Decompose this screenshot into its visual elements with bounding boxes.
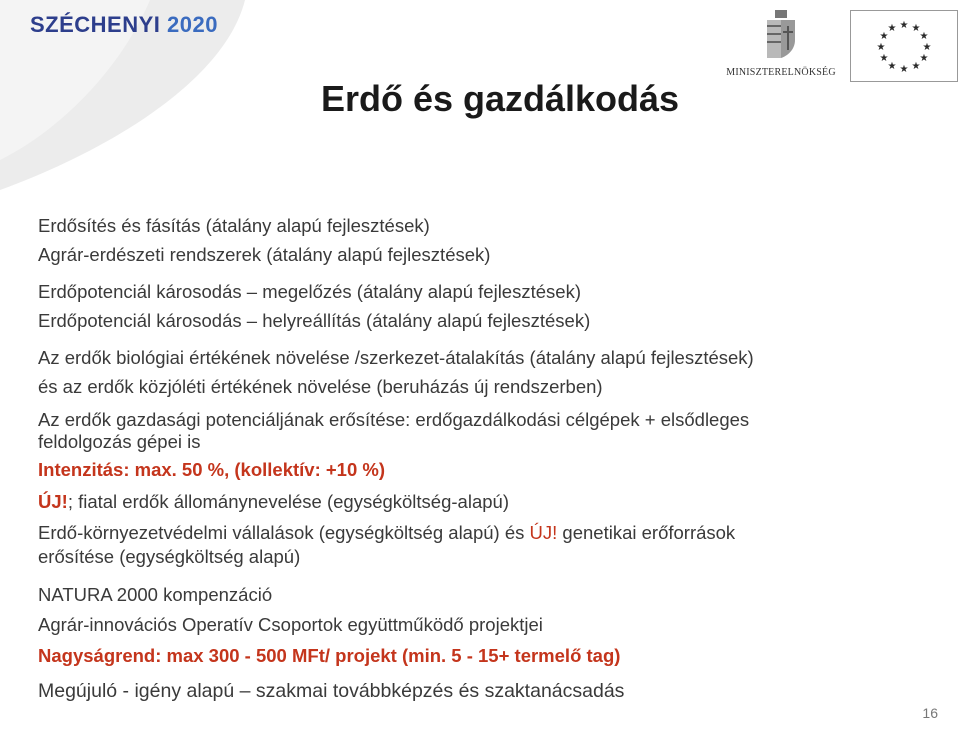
list-item: feldolgozás gépei is <box>38 431 201 452</box>
list-item: és az erdők közjóléti értékének növelése (beruházás új rendszerben) <box>38 376 603 397</box>
content-list <box>38 211 938 706</box>
intensity-note: Intenzitás: max. 50 %, (kollektív: +10 %) <box>38 459 386 480</box>
svg-text:★: ★ <box>911 23 921 34</box>
government-logo <box>726 10 836 85</box>
list-item: Megújuló - igény alapú – szakmai továbbképzés és szaktanácsadás <box>38 680 625 702</box>
list-item: ÚJ!; fiatal erdők állománynevelése (egységköltség-alapú) <box>38 491 509 512</box>
coat-of-arms-icon <box>761 10 801 60</box>
list-item: Az erdők biológiai értékének növelése /szerkezet-átalakítás (átalány alapú fejlesztések) <box>38 347 754 368</box>
svg-text:★: ★ <box>887 23 897 34</box>
list-item: erősítése (egységköltség alapú) <box>38 546 301 567</box>
svg-text:★: ★ <box>899 20 909 31</box>
svg-text:★: ★ <box>887 61 897 72</box>
list-item: Agrár-innovációs Operatív Csoportok együttműködő projektjei <box>38 614 543 635</box>
svg-text:★: ★ <box>899 64 909 75</box>
svg-text:★: ★ <box>919 31 929 42</box>
svg-text:★: ★ <box>879 53 889 64</box>
svg-text:★: ★ <box>922 42 932 53</box>
logo-year: 2020 <box>167 12 218 37</box>
eu-stars-icon <box>851 11 957 81</box>
page-title: Erdő és gazdálkodás <box>320 78 680 119</box>
page-number: 16 <box>922 705 938 721</box>
list-item: NATURA 2000 kompenzáció <box>38 584 273 605</box>
list-item: Agrár-erdészeti rendszerek (átalány alapú fejlesztések) <box>38 244 491 265</box>
gov-caption: MINISZTERELNÖKSÉG <box>726 67 836 78</box>
svg-text:★: ★ <box>876 42 886 53</box>
list-item: Erdőpotenciál károsodás – megelőzés (átalány alapú fejlesztések) <box>38 281 581 302</box>
szechenyi-logo: SZÉCHENYI 2020 <box>30 12 218 37</box>
eu-flag <box>850 10 958 82</box>
list-item: Erdősítés és fásítás (átalány alapú fejlesztések) <box>38 215 430 236</box>
list-item: Erdő-környezetvédelmi vállalások (egységköltség alapú) és ÚJ! genetikai erőforrások <box>38 522 736 543</box>
new-badge: ÚJ! <box>529 522 558 543</box>
new-badge: ÚJ! <box>38 491 68 512</box>
svg-text:★: ★ <box>879 31 889 42</box>
svg-text:★: ★ <box>919 53 929 64</box>
list-item: Az erdők gazdasági potenciáljának erősítése: erdőgazdálkodási célgépek + elsődleges <box>38 409 750 430</box>
scale-note: Nagyságrend: max 300 - 500 MFt/ projekt (min. 5 - 15+ termelő tag) <box>38 645 621 666</box>
list-item: Erdőpotenciál károsodás – helyreállítás (átalány alapú fejlesztések) <box>38 310 591 331</box>
svg-text:★: ★ <box>911 61 921 72</box>
